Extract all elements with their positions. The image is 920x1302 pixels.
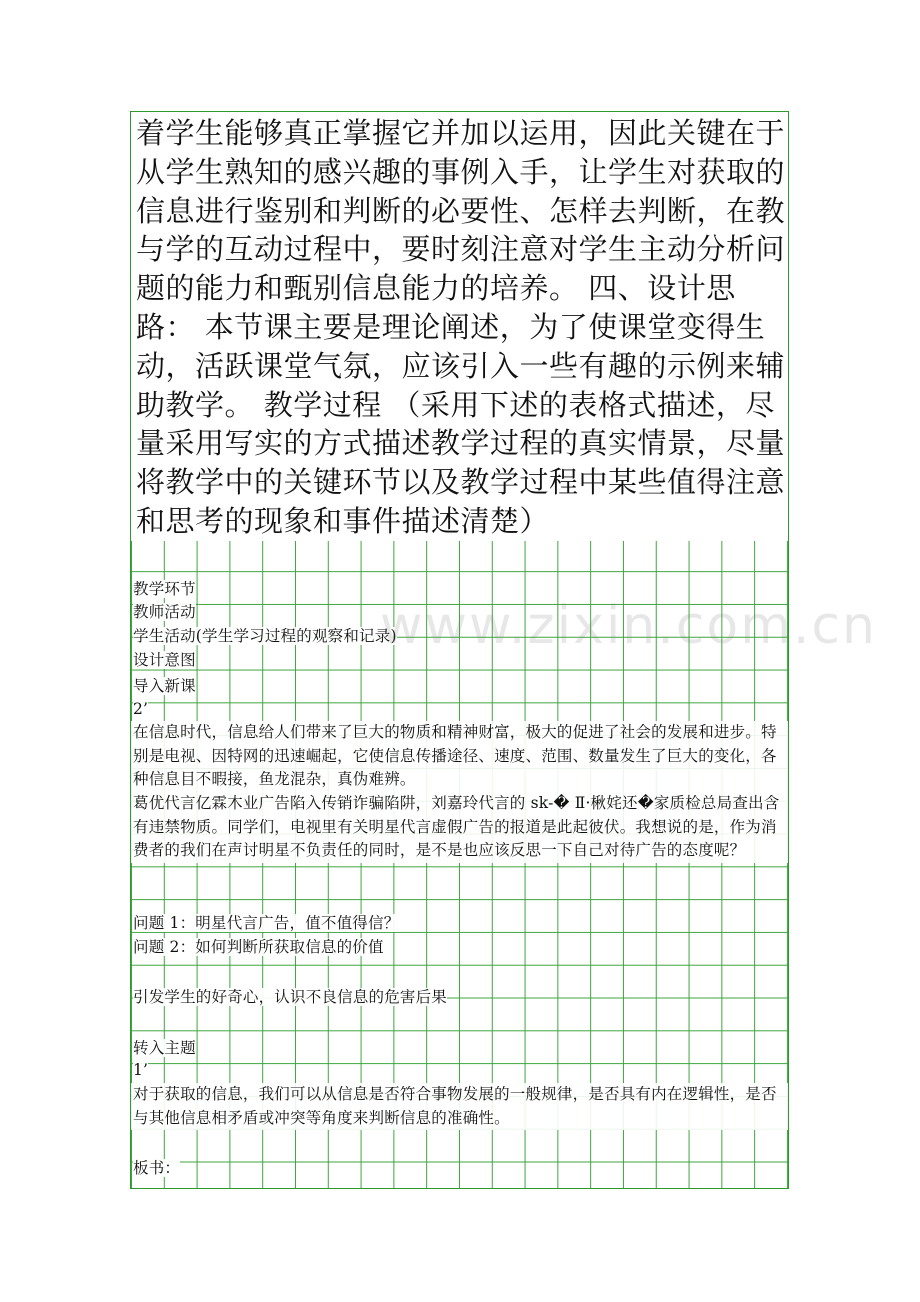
design-notes-paragraph: 着学生能够真正掌握它并加以运用，因此关键在于从学生熟知的感兴趣的事例入手，让学生对获取的信息进行鉴别和判断的必要性、怎样去判断，在教与学的互动过程中，要时刻注意对学生主动分析问题的能力和甄别信息能力的培养。 四、设计思路： 本节课主要是理论阐述，为了使课堂变得生动，活跃课堂气氛，应该引入一些有趣的示例来辅助教学。 教学过程 （采用下述的表格式描述，尽量采用写实的方式描述教学过程的真实情景，尽量将教学中的关键环节以及教学过程中某些值得注意和思考的现象和事件描述清楚）: [131, 112, 789, 541]
table-header-intent: 设计意图: [133, 651, 196, 669]
table-header-teacher: 教师活动: [133, 603, 196, 621]
step2-name: 转入主题: [133, 1039, 196, 1057]
step2-time: 1’: [133, 1061, 149, 1079]
step1-design-intent: 引发学生的好奇心，认识不良信息的危害后果: [133, 988, 448, 1006]
table-header-step: 教学环节: [133, 580, 196, 598]
step2-board-label: 板书：: [133, 1159, 181, 1177]
step1-question-2: 问题 2：如何判断所获取信息的价值: [133, 938, 384, 956]
table-header-student: 学生活动(学生学习过程的观察和记录): [133, 627, 397, 645]
step1-time: 2’: [133, 700, 149, 718]
step1-teacher-activity-intro: 在信息时代，信息给人们带来了巨大的物质和精神财富，极大的促进了社会的发展和进步。特别是电视、因特网的迅速崛起，它使信息传播途径、速度、范围、数量发生了巨大的变化，各种信息目不暇接，鱼龙混杂，真伪难辨。: [131, 721, 789, 792]
step1-teacher-activity-example: 葛优代言亿霖木业广告陷入传销诈骗陷阱，刘嘉玲代言的 sk-� Ⅱ·楸姹还�家质检总局查出含有违禁物质。同学们，电视里有关明星代言虚假广告的报道是此起彼伏。我想说的是，作为消费者的我们在声讨明星不负责任的同时，是不是也应该反思一下自己对待广告的态度呢？: [131, 792, 789, 863]
grid-paper-page: [130, 111, 789, 1189]
step2-teacher-activity: 对于获取的信息，我们可以从信息是否符合事物发展的一般规律，是否具有内在逻辑性，是否与其他信息相矛盾或冲突等角度来判断信息的准确性。: [131, 1083, 789, 1130]
step1-question-1: 问题 1：明星代言广告，值不值得信？: [133, 914, 400, 932]
step1-name: 导入新课: [133, 677, 196, 695]
